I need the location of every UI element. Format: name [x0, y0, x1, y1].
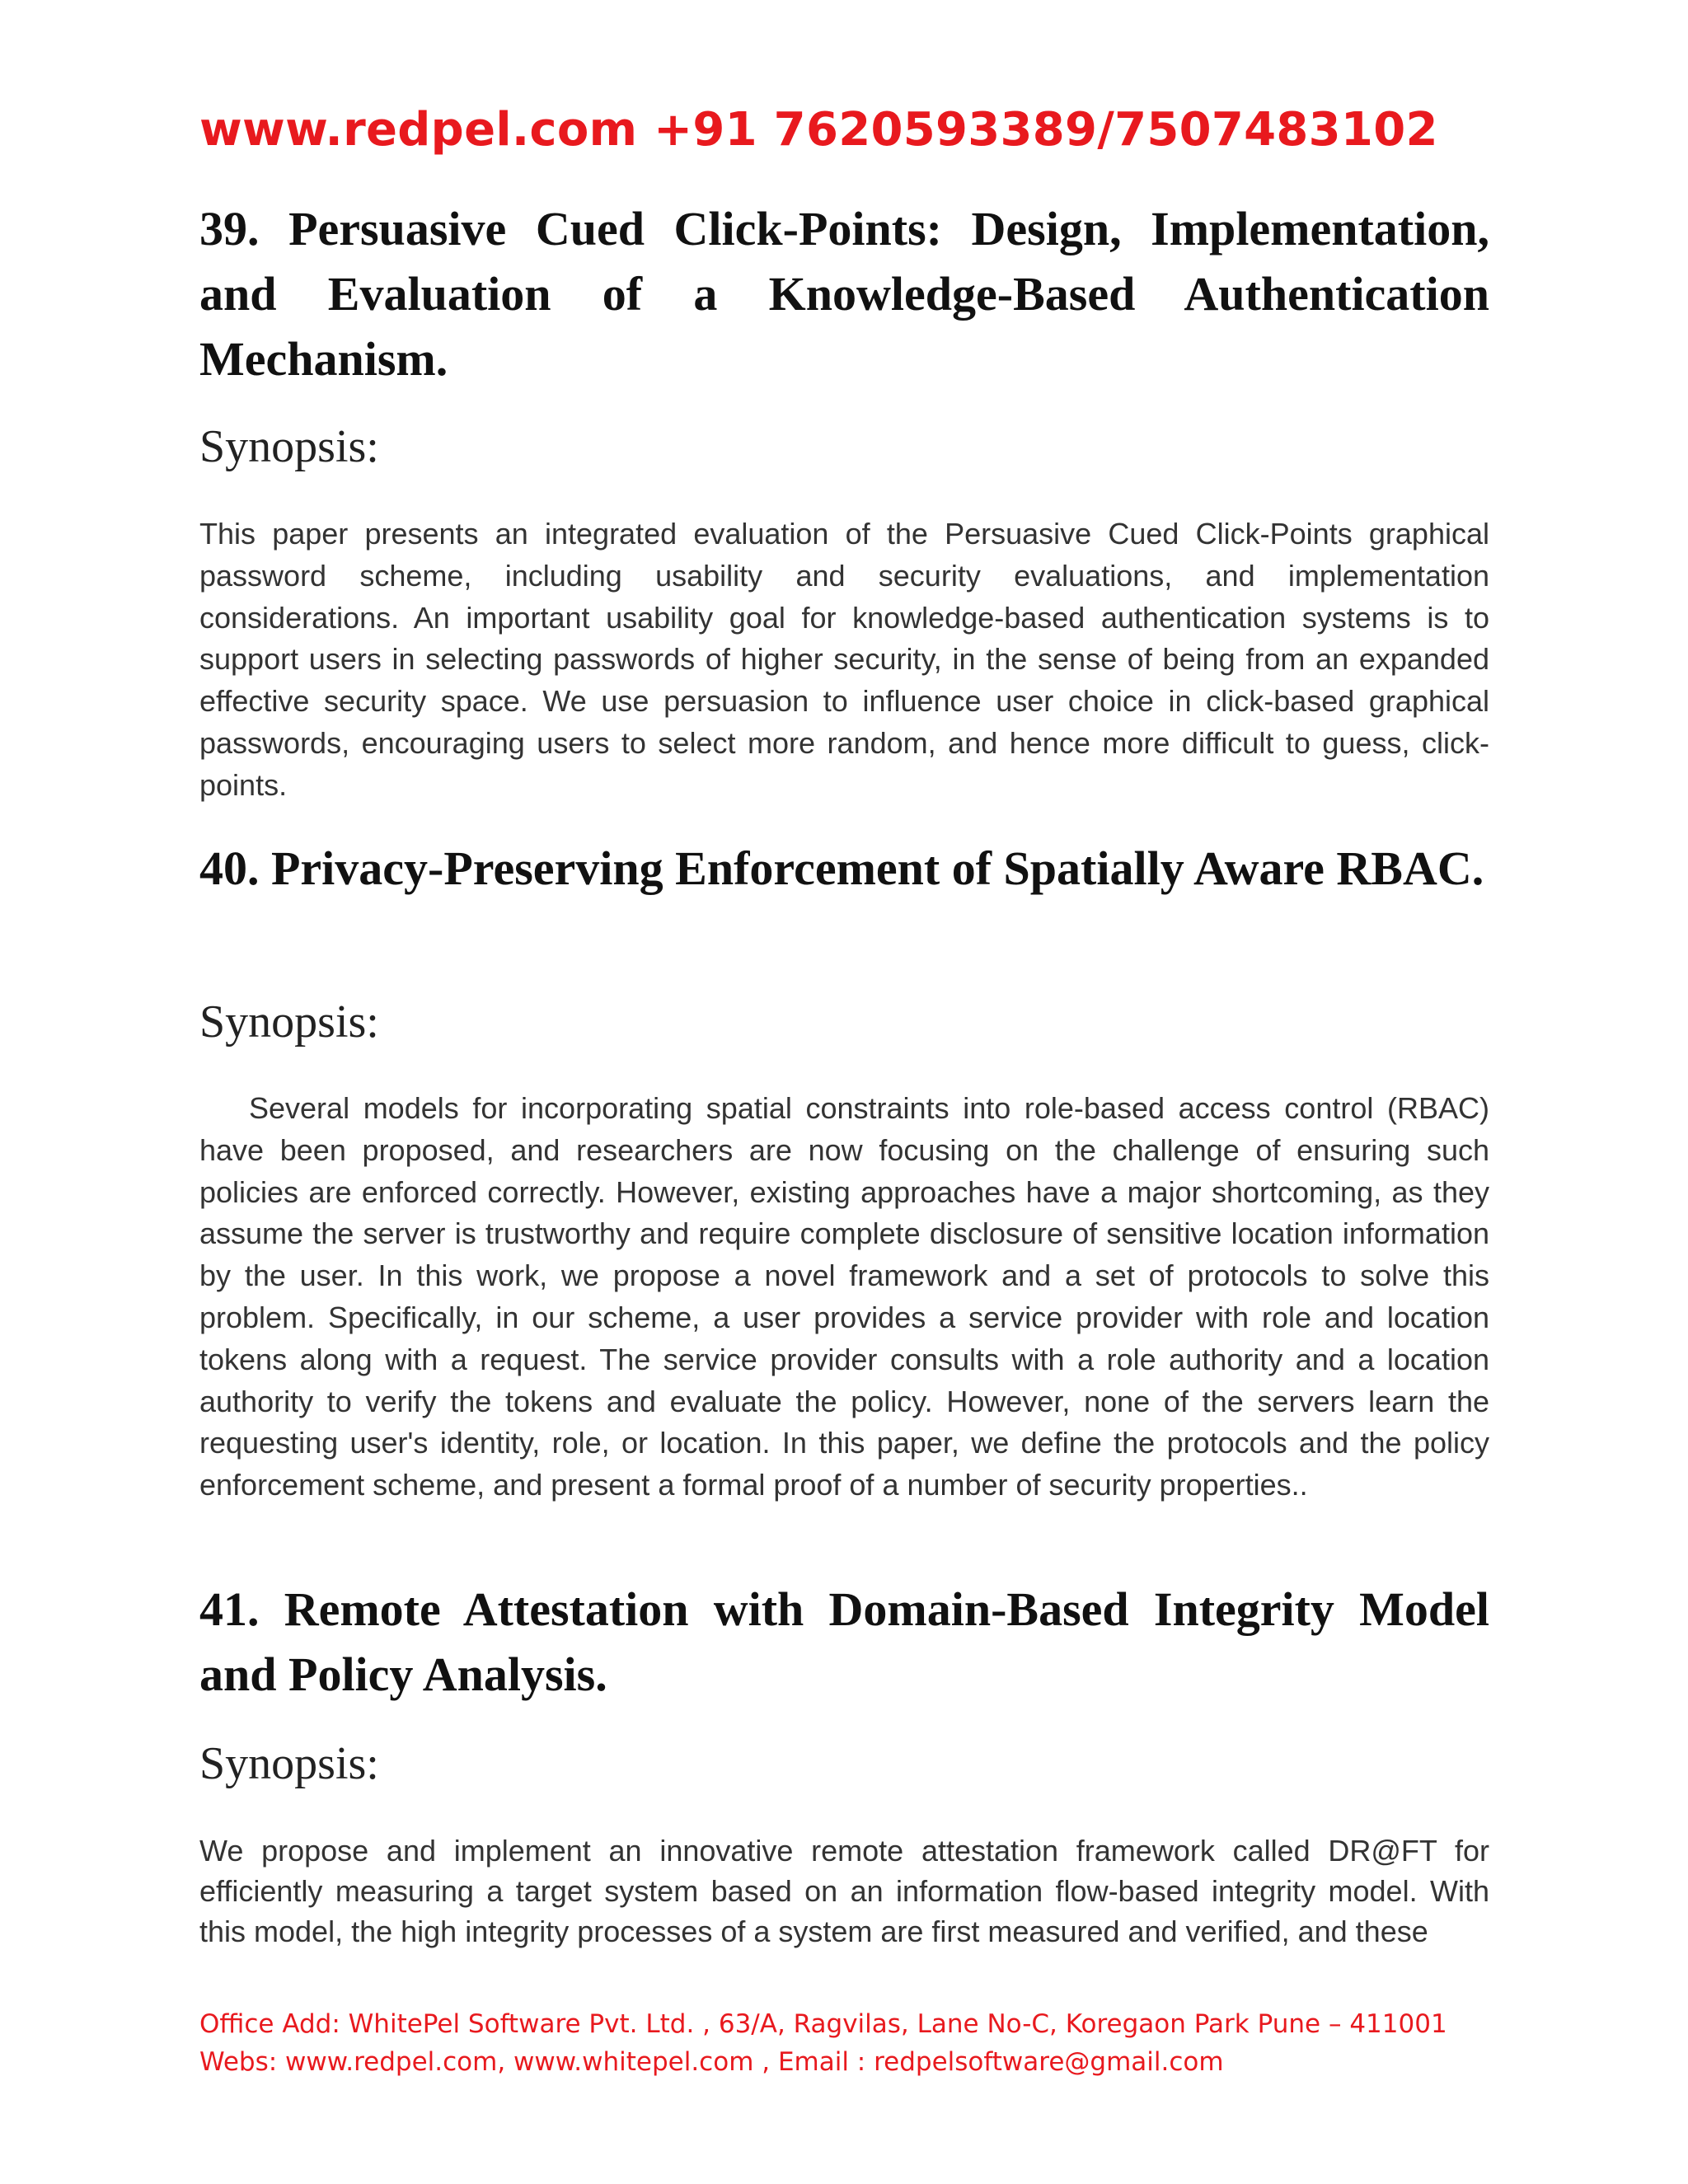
synopsis-label-40: Synopsis: [199, 996, 379, 1047]
synopsis-text-39: This paper presents an integrated evaluation of the Persuasive Cued Click-Points graphical password scheme, including usability and security evaluations, and implementation considerations. An important usability goal for knowledge-based authentication systems is to support users in selecting passwords of higher security, in the sense of being from an expanded effective security space. We use persuasion to influence user choice in click-based graphical passwords, encouraging users to select more random, and hence more difficult to guess, click-points. [199, 517, 1489, 802]
footer-webs: Webs: www.redpel.com, www.whitepel.com , Email : redpelsoftware@gmail.com [199, 2047, 1224, 2077]
section-title-40: 40. Privacy-Preserving Enforcement of Spatially Aware RBAC. [199, 841, 1484, 895]
footer [199, 2005, 1447, 2081]
section-title-39: 39. Persuasive Cued Click-Points: Design, Implementation, and Evaluation of a Knowledge-Based Authentication Mechanism. [199, 202, 1489, 386]
synopsis-text-41: We propose and implement an innovative remote attestation framework called DR@FT for efficiently measuring a target system based on an information flow-based integrity model. With this model, the high integrity processes of a system are first measured and verified, and these [199, 1834, 1489, 1948]
synopsis-text-40: Several models for incorporating spatial constraints into role-based access control (RBAC) have been proposed, and researchers are now focusing on the challenge of ensuring such policies are enforced correctly. However, existing approaches have a major shortcoming, as they assume the server is trustworthy and require complete disclosure of sensitive location information by the user. In this work, we propose a novel framework and a set of protocols to solve this problem. Specifically, in our scheme, a user provides a service provider with role and location tokens along with a request. The service provider consults with a role authority and a location authority to verify the tokens and evaluate the policy. However, none of the servers learn the requesting user's identity, role, or location. In this paper, we define the protocols and the policy enforcement scheme, and present a formal proof of a number of security properties.. [199, 1091, 1489, 1502]
section-title-41: 41. Remote Attestation with Domain-Based Integrity Model and Policy Analysis. [199, 1582, 1489, 1701]
contact-header: www.redpel.com +91 7620593389/7507483102 [199, 103, 1438, 157]
footer-address: Office Add: WhitePel Software Pvt. Ltd. , 63/A, Ragvilas, Lane No-C, Koregaon Park Pune – 411001 [199, 2009, 1447, 2039]
synopsis-label-39: Synopsis: [199, 421, 379, 472]
synopsis-label-41: Synopsis: [199, 1738, 379, 1789]
